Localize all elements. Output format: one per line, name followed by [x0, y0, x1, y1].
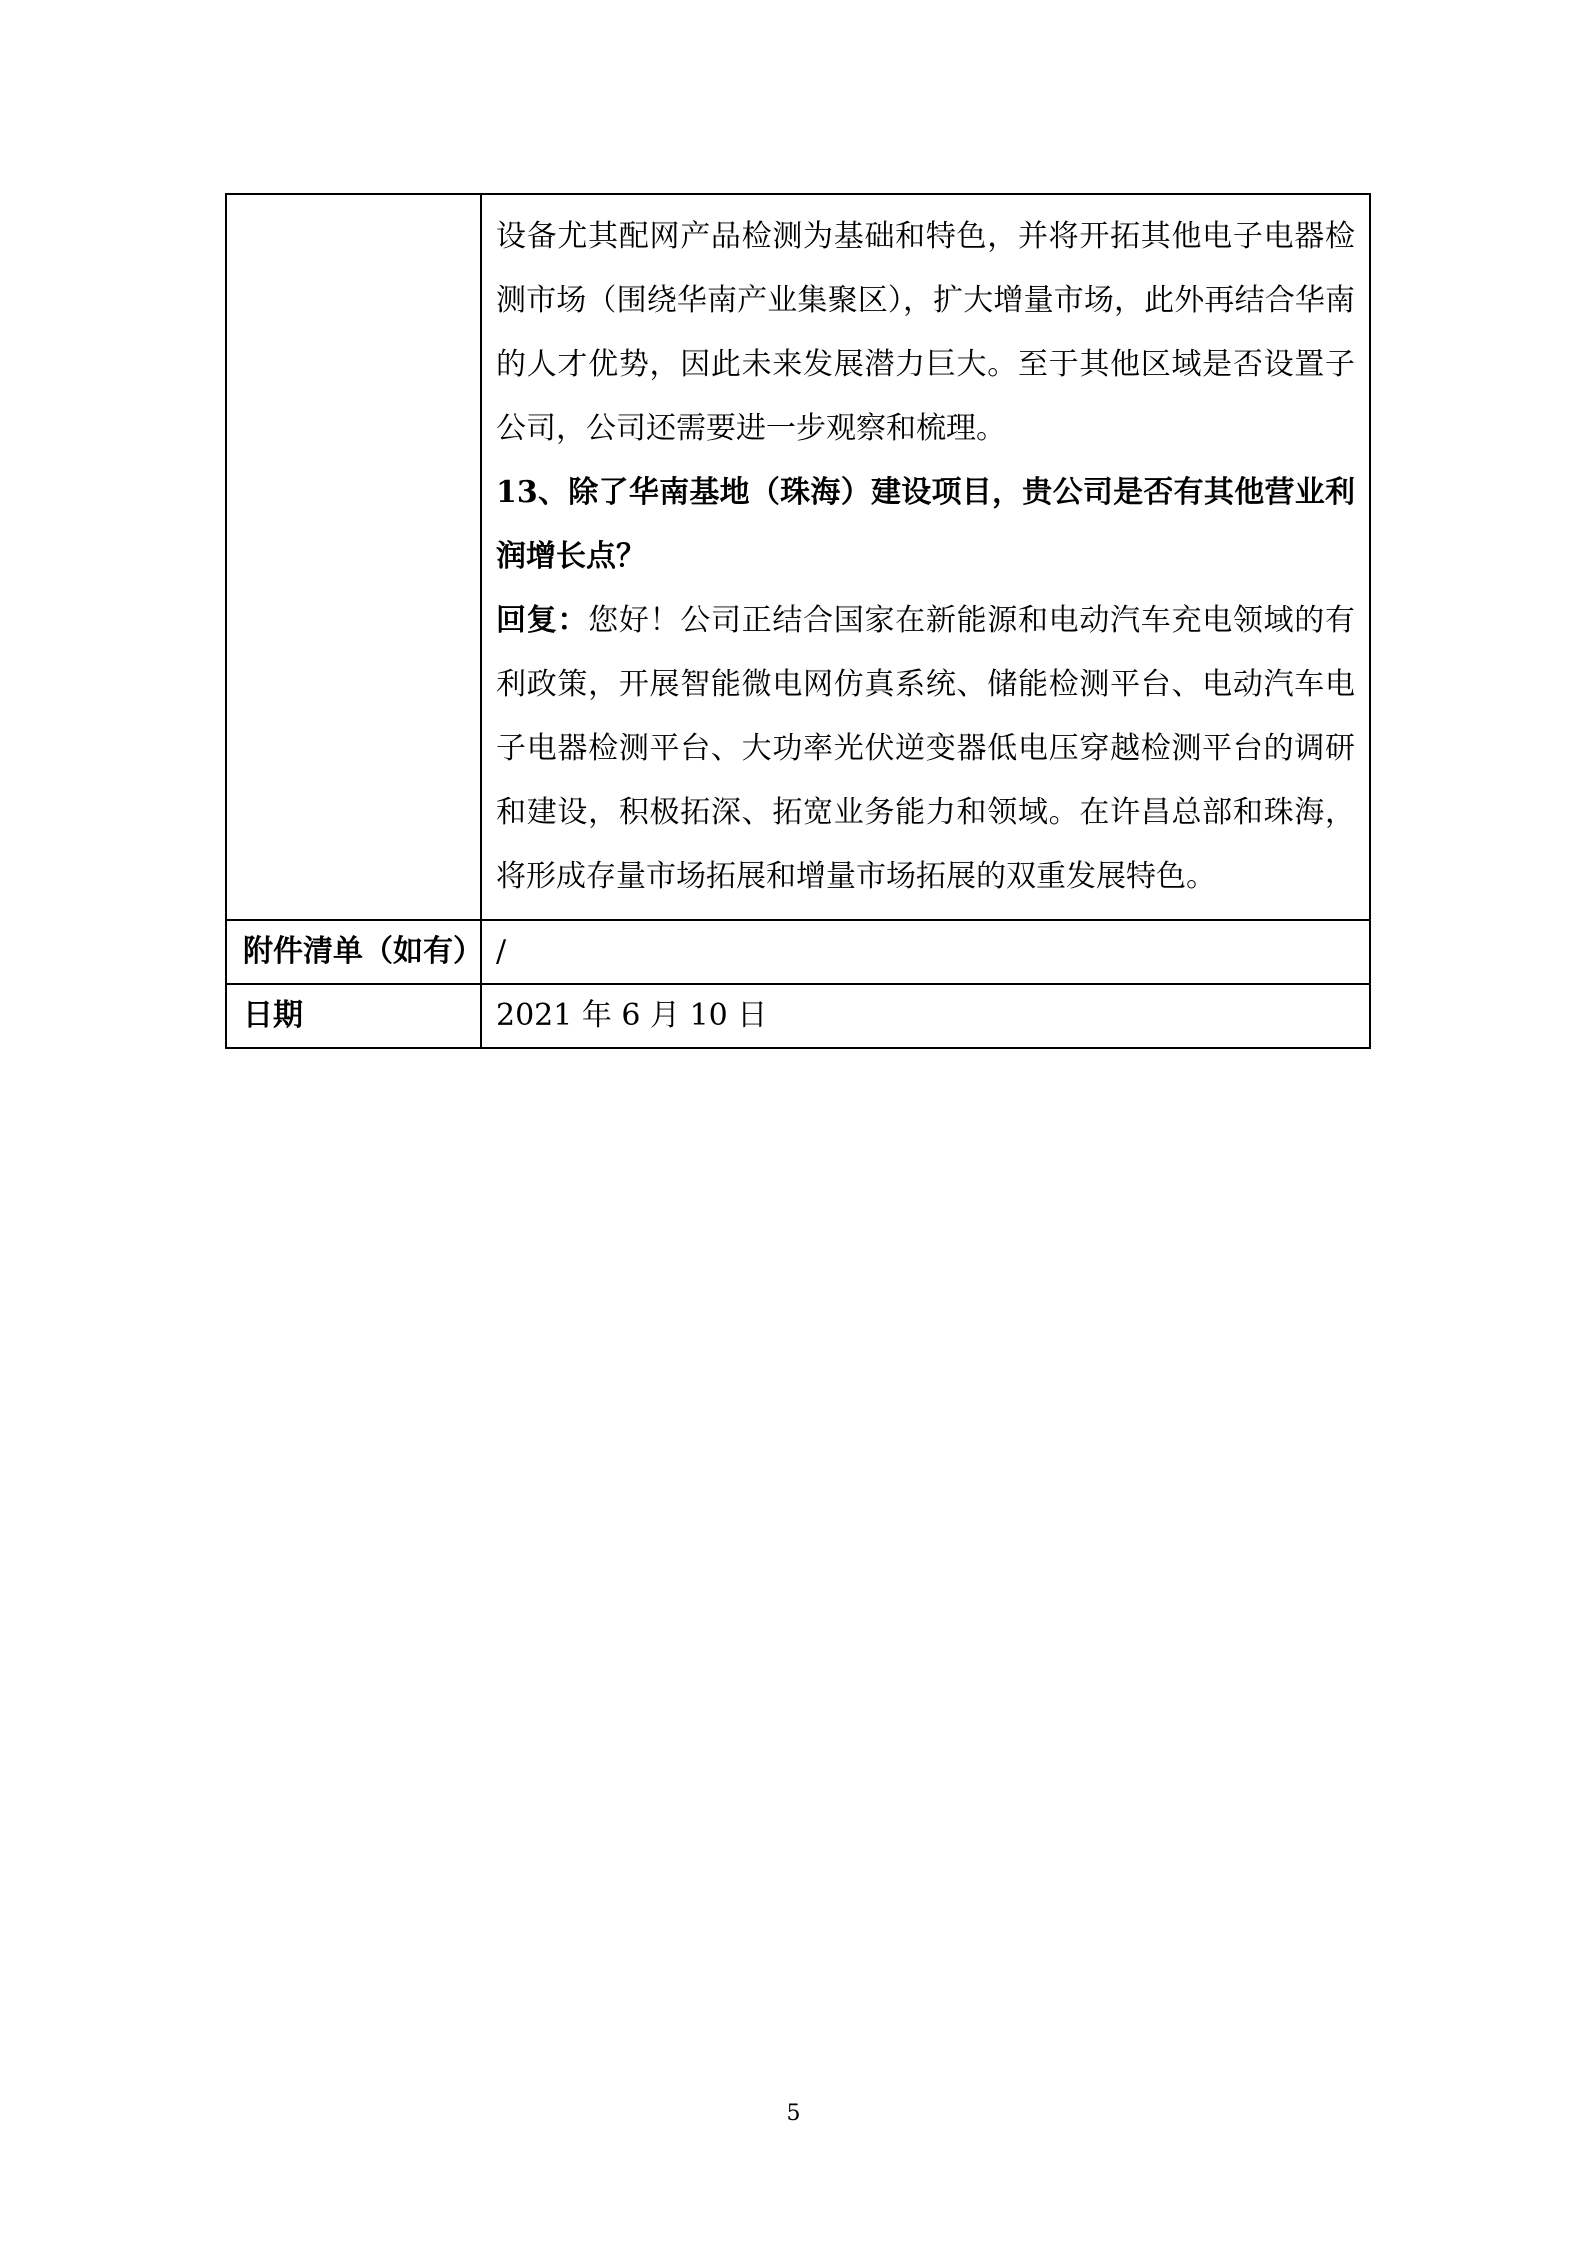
page-number: 5: [786, 2101, 801, 2126]
answer-label: 回复：: [496, 603, 589, 638]
qa-label-cell: [226, 194, 481, 920]
date-row: [226, 984, 1370, 1048]
qa-content-cell: [481, 194, 1370, 920]
investor-relations-table: [225, 193, 1371, 1049]
attachments-row: [226, 920, 1370, 984]
date-label: 日期: [226, 984, 481, 1048]
question-13: 13、除了华南基地（珠海）建设项目，贵公司是否有其他营业利润增长点？: [496, 475, 1355, 574]
attachments-value: /: [481, 920, 1370, 984]
answer-13-paragraph: [496, 589, 1355, 909]
continuation-paragraph: 设备尤其配网产品检测为基础和特色，并将开拓其他电子电器检测市场（围绕华南产业集聚区），扩大增量市场，此外再结合华南的人才优势，因此未来发展潜力巨大。至于其他区域是否设置子公司，公司还需要进一步观察和梳理。: [496, 219, 1355, 446]
qa-row: [226, 194, 1370, 920]
attachments-label: 附件清单（如有）: [226, 920, 481, 984]
date-value: 2021 年 6 月 10 日: [481, 984, 1370, 1048]
answer-13-text: 您好！公司正结合国家在新能源和电动汽车充电领域的有利政策，开展智能微电网仿真系统、储能检测平台、电动汽车电子电器检测平台、大功率光伏逆变器低电压穿越检测平台的调研和建设，积极拓深、拓宽业务能力和领域。在许昌总部和珠海，将形成存量市场拓展和增量市场拓展的双重发展特色。: [496, 603, 1356, 894]
